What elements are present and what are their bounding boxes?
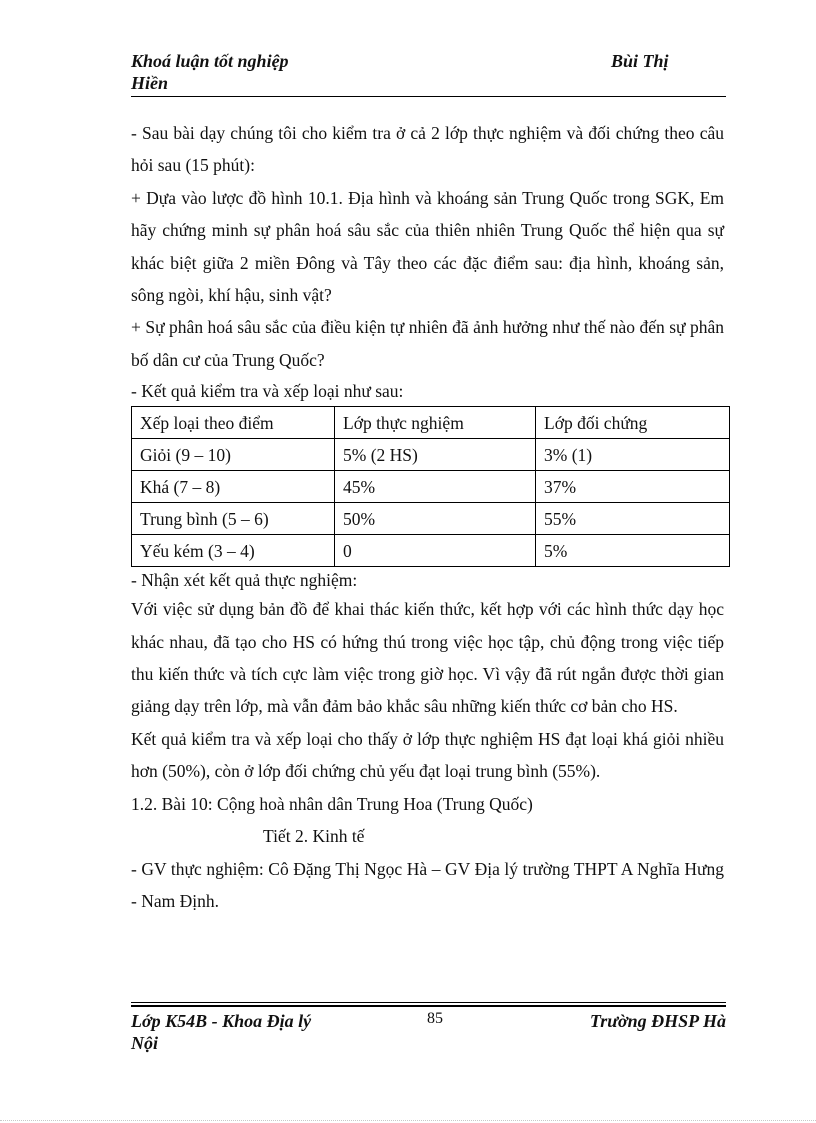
paragraph: Kết quả kiểm tra và xếp loại cho thấy ở lớp thực nghiệm HS đạt loại khá giỏi nhiều hơn (50%), còn ở lớp đối chứng chủ yếu đạt loại trung bình (55%).: [131, 728, 724, 782]
table-header-row: [132, 407, 730, 439]
header-author-continued: Hiền: [131, 73, 169, 93]
table-cell: Khá (7 – 8): [132, 471, 335, 503]
table-row: [132, 439, 730, 471]
paragraph: - GV thực nghiệm: Cô Đặng Thị Ngọc Hà – GV Địa lý trường THPT A Nghĩa Hưng - Nam Định.: [131, 858, 724, 911]
paragraph: - Sau bài dạy chúng tôi cho kiểm tra ở cả 2 lớp thực nghiệm và đối chứng theo câu hỏi sau (15 phút):: [131, 123, 724, 176]
table-row: [132, 471, 730, 503]
table-cell: Trung bình (5 – 6): [132, 503, 335, 535]
paragraph: + Sự phân hoá sâu sắc của điều kiện tự nhiên đã ảnh hưởng như thế nào đến sự phân bố dân cư của Trung Quốc?: [131, 317, 724, 370]
table-cell: 45%: [335, 471, 536, 503]
table-cell: Giỏi (9 – 10): [132, 439, 335, 471]
header-rule: [131, 96, 726, 97]
table-cell: 55%: [536, 503, 730, 535]
table-cell: 50%: [335, 503, 536, 535]
footer-class-department-continued: Nội: [131, 1033, 158, 1053]
results-table: [131, 406, 730, 567]
paragraph: - Kết quả kiểm tra và xếp loại như sau:: [131, 381, 404, 402]
table-cell: 37%: [536, 471, 730, 503]
table-cell: 0: [335, 535, 536, 567]
table-header-cell: Xếp loại theo điểm: [132, 407, 335, 439]
table-header-cell: Lớp đối chứng: [536, 407, 730, 439]
page-number: 85: [427, 1010, 443, 1027]
paragraph: + Dựa vào lược đồ hình 10.1. Địa hình và khoáng sản Trung Quốc trong SGK, Em hãy chứng minh sự phân hoá sâu sắc của thiên nhiên Trung Quốc thể hiện qua sự khác biệt giữa 2 miền Đông và Tây theo các đặc điểm sau: địa hình, khoáng sản, sông ngòi, khí hậu, sinh vật?: [131, 187, 724, 306]
table-row: [132, 503, 730, 535]
page-bottom-border: [0, 1120, 816, 1121]
footer-rule: [131, 1002, 726, 1003]
footer-class-department: Lớp K54B - Khoa Địa lý: [131, 1011, 312, 1031]
header-title: Khoá luận tốt nghiệp: [131, 51, 289, 71]
footer-university: Trường ĐHSP Hà: [589, 1011, 726, 1031]
table-header-cell: Lớp thực nghiệm: [335, 407, 536, 439]
paragraph: - Nhận xét kết quả thực nghiệm:: [131, 570, 358, 591]
document-body: [131, 117, 724, 917]
table-row: [132, 535, 730, 567]
table-cell: 3% (1): [536, 439, 730, 471]
section-heading: 1.2. Bài 10: Cộng hoà nhân dân Trung Hoa (Trung Quốc): [131, 793, 533, 814]
paragraph: Với việc sử dụng bản đồ để khai thác kiến thức, kết hợp với các hình thức dạy học khác nhau, đã tạo cho HS có hứng thú trong việc học tập, chủ động trong việc tiếp thu kiến thức và tích cực làm việc trong giờ học. Vì vậy đã rút ngắn được thời gian giảng dạy trên lớp, mà vẫn đảm bảo khắc sâu những kiến thức cơ bản cho HS.: [131, 599, 724, 717]
table-cell: 5% (2 HS): [335, 439, 536, 471]
page-header: [131, 50, 726, 93]
table-cell: 5%: [536, 535, 730, 567]
header-author: Bùi Thị: [611, 51, 669, 71]
table-cell: Yếu kém (3 – 4): [132, 535, 335, 567]
footer-rule-thick: [131, 1005, 726, 1007]
lesson-subheading: Tiết 2. Kinh tế: [263, 826, 365, 847]
